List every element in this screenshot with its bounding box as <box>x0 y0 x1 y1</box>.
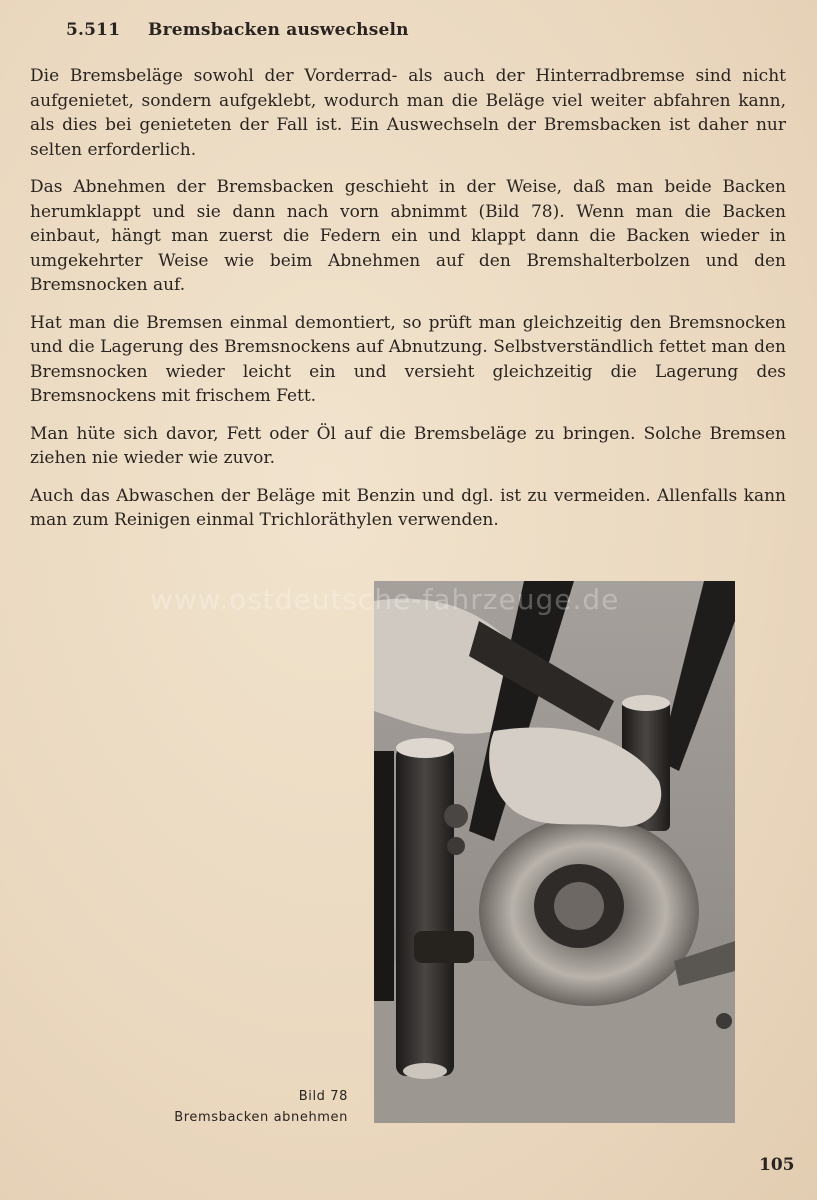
figure-label: Bild 78 <box>298 1089 348 1104</box>
brake-shoe-photo <box>374 581 735 1123</box>
figure-caption <box>174 1086 348 1128</box>
paragraph: Auch das Abwaschen der Beläge mit Benzin und dgl. ist zu vermeiden. Allenfalls kann man zum Reinigen einmal Trichloräthylen verwenden. <box>30 485 786 530</box>
body-text <box>30 64 786 546</box>
paragraph: Man hüte sich davor, Fett oder Öl auf die Bremsbeläge zu bringen. Solche Bremsen ziehen nie wieder wie zuvor. <box>30 423 786 468</box>
photo-illustration <box>374 581 735 1123</box>
figure-caption-text: Bremsbacken abnehmen <box>174 1110 348 1125</box>
section-heading <box>66 20 409 40</box>
page-number: 105 <box>759 1155 795 1175</box>
paragraph: Das Abnehmen der Bremsbacken geschieht in der Weise, daß man beide Backen herumklappt und sie dann nach vorn abnimmt (Bild 78). Wenn man die Backen einbaut, hängt man zuerst die Federn ein und klappt dann die Backen wieder in umgekehrter Weise wie beim Abnehmen auf den Bremshalterbolzen und den Bremsnocken auf. <box>30 177 786 295</box>
section-title: Bremsbacken auswechseln <box>148 20 409 40</box>
paragraph: Die Bremsbeläge sowohl der Vorderrad- als auch der Hinterradbremse sind nicht aufgenietet, sondern aufgeklebt, wodurch man die Beläge viel weiter abfahren kann, als dies bei genieteten der Fall ist. Ein Auswechseln der Bremsbacken ist daher nur selten erforderlich. <box>30 66 786 160</box>
section-number: 5.511 <box>66 20 121 40</box>
watermark: www.ostdeutsche-fahrzeuge.de <box>150 583 620 616</box>
paragraph: Hat man die Bremsen einmal demontiert, so prüft man gleichzeitig den Bremsnocken und die Lagerung des Bremsnockens auf Abnutzung. Selbstverständlich fettet man den Bremsnocken wieder leicht ein und versieht gleichzeitig die Lagerung des Bremsnockens mit frischem Fett. <box>30 312 786 406</box>
